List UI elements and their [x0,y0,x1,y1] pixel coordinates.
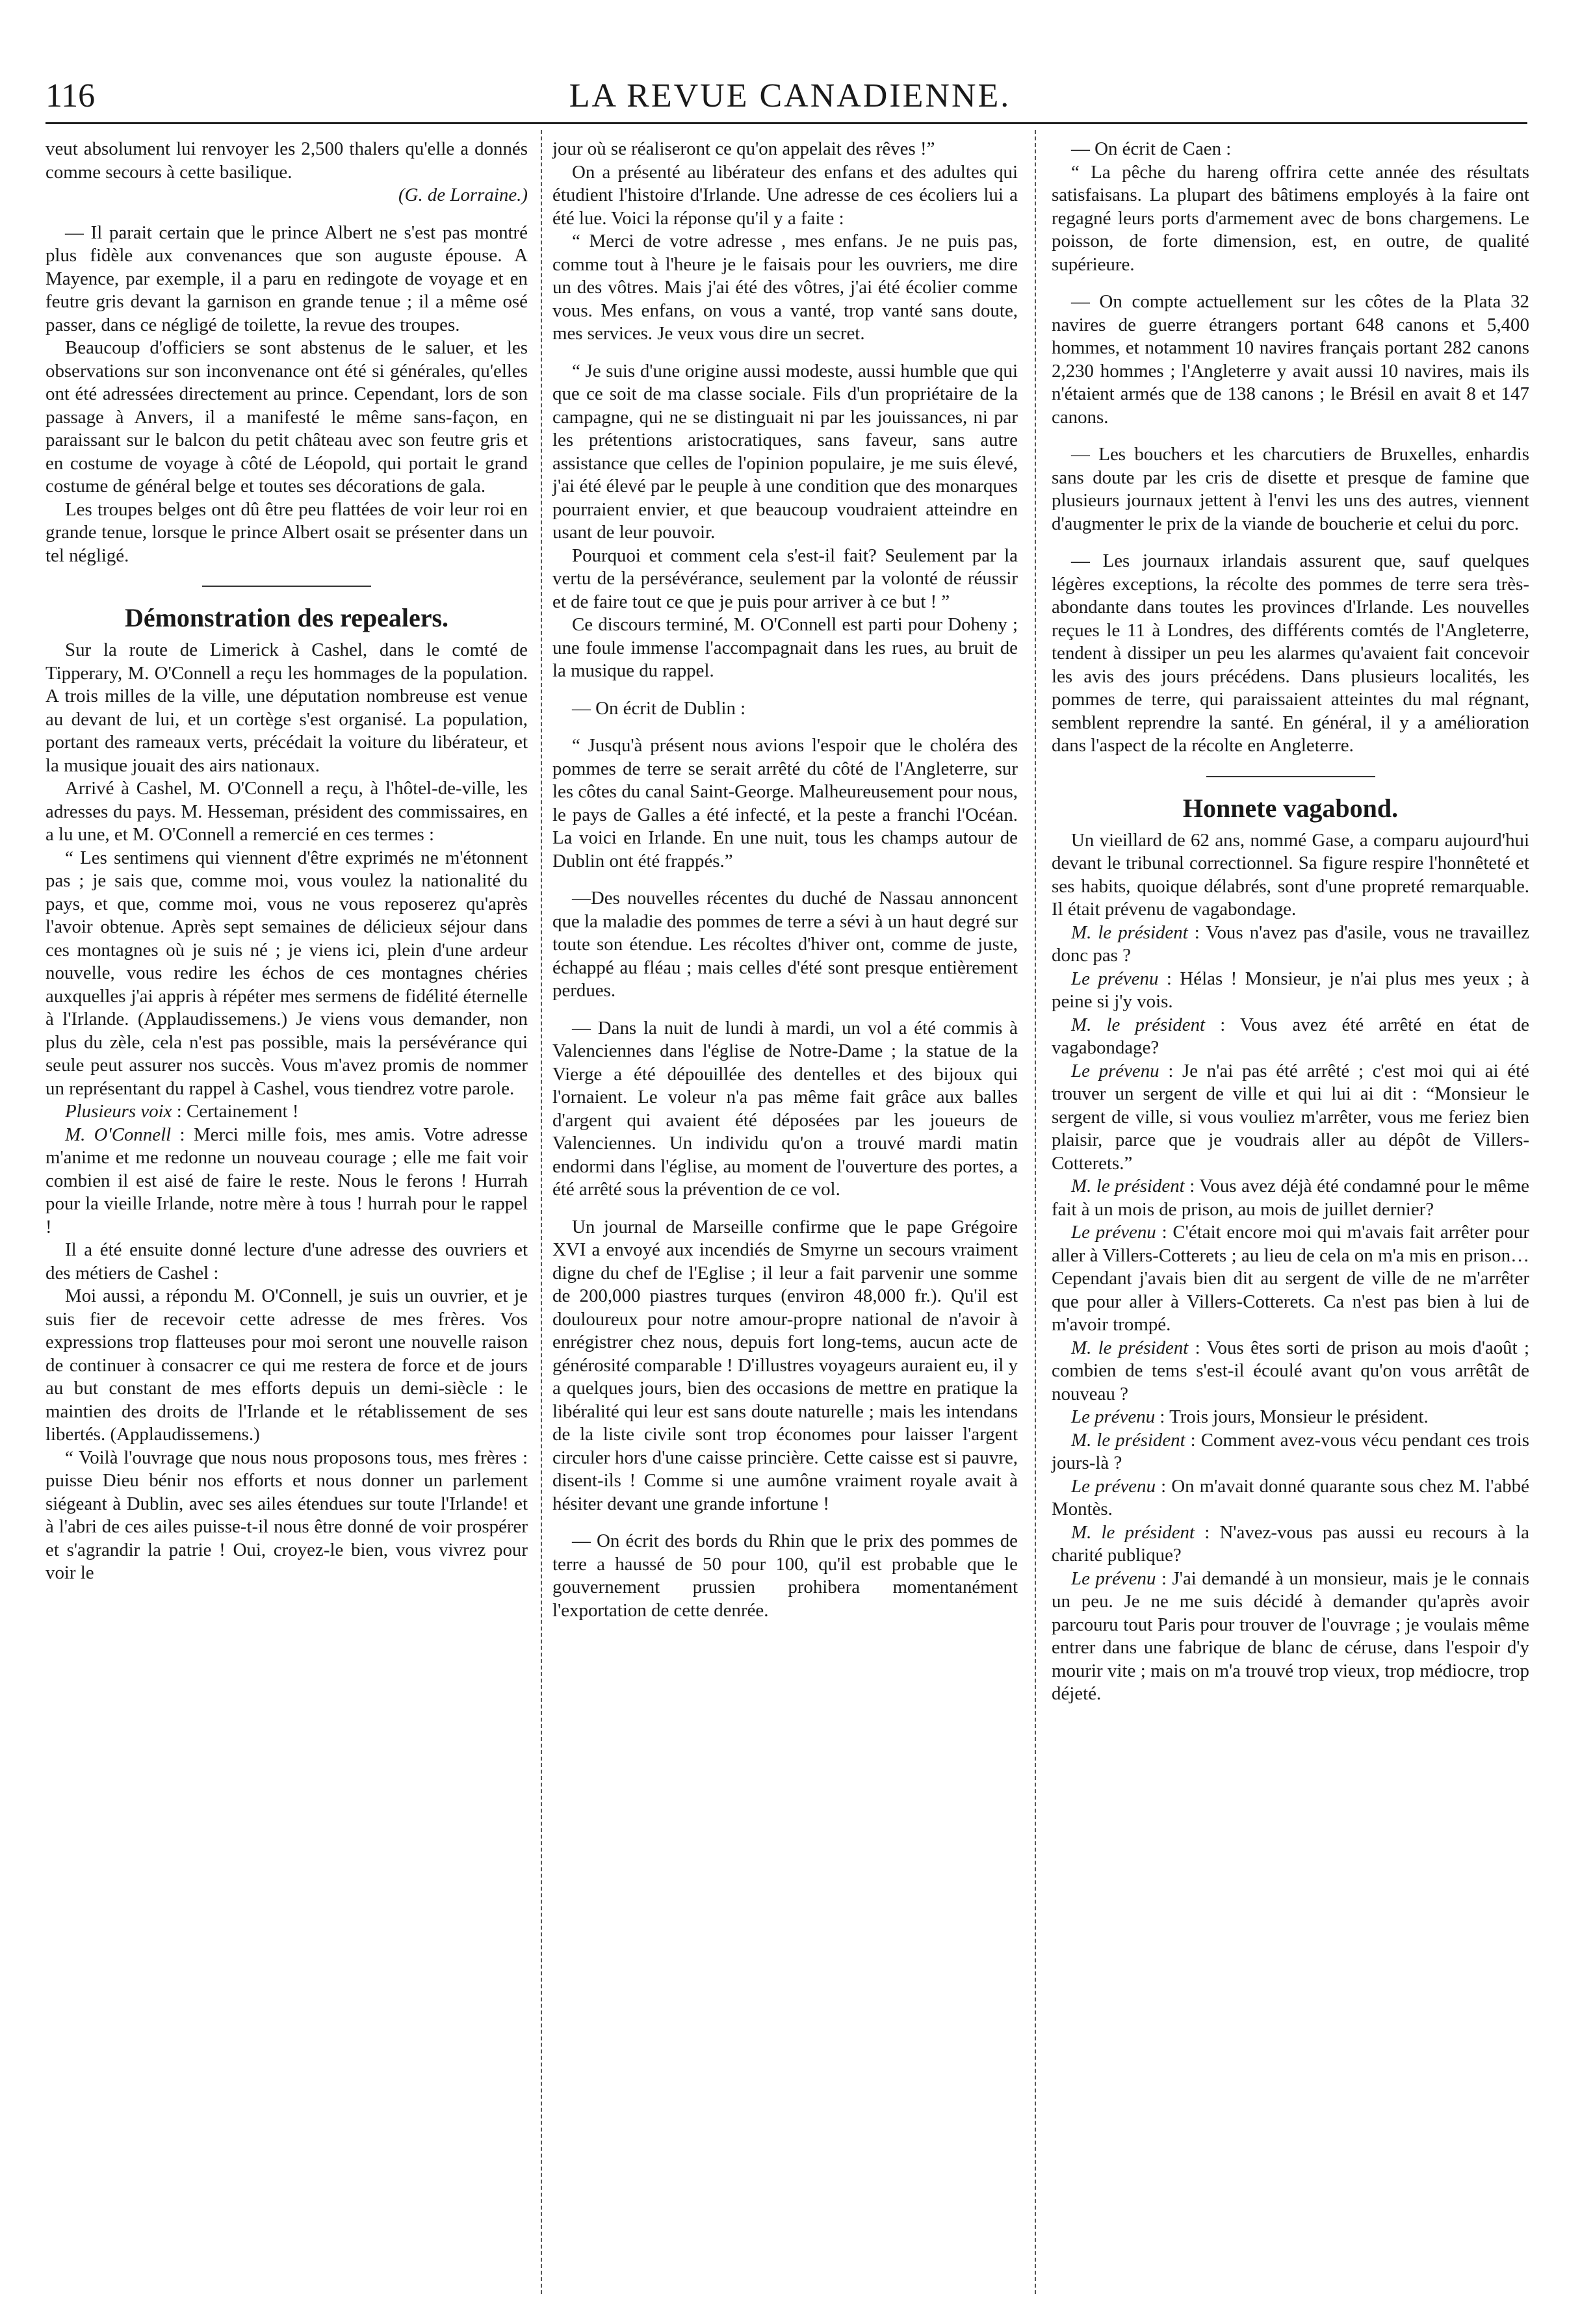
speaker: M. le président [1071,922,1188,943]
dialogue-line [1052,1060,1529,1176]
speaker: M. le président [1071,1176,1185,1196]
column-1 [45,138,528,1585]
paragraph: — On écrit de Caen : [1071,138,1232,159]
dialogue-line [1052,1406,1529,1429]
paragraph: Il a été ensuite donné lecture d'une adresse des ouvriers et des métiers de Cashel : [45,1239,528,1284]
paragraph: Arrivé à Cashel, M. O'Connell a reçu, à l'hôtel-de-ville, les adresses du pays. M. Hesseman, président des commissaires, en a lu une, et M. O'Connell a remercié en ces termes : [45,778,528,845]
column-2 [552,138,1018,1622]
paragraph: — On compte actuellement sur les côtes de la Plata 32 navires de guerre étrangers portant 648 canons et 5,400 hommes, et notamment 10 navires français portant 282 canons 2,230 hommes ; l'Angleterre y avait aussi 10 navires, mais ils n'étaient armés que de 138 canons ; le Brésil en avait 8 et 147 canons. [1052,291,1529,428]
dialogue-line [1052,1221,1529,1337]
dialogue-line [45,1100,528,1124]
speech: : Trois jours, Monsieur le président. [1155,1406,1429,1427]
speech: : Certainement ! [172,1101,299,1122]
paragraph: jour où se réaliseront ce qu'on appelait des rêves !” [552,138,935,159]
speaker: Le prévenu [1071,1568,1156,1589]
paragraph: Un journal de Marseille confirme que le pape Grégoire XVI a envoyé aux incendiés de Smyrne un secours vraiment digne du chef de l'Eglise ; il leur a fait parvenir une somme de 200,000 piastres turques (environ 48,000 fr.). Qu'il est douloureux pour notre amour-propre national de n'avoir à enrégistrer chez nous, depuis fort long-tems, aucun acte de générosité comparable ! D'illustres voyageurs auraient eu, il y a quelques jours, bien des occasions de mettre en pratique la libéralité qui leur est sans doute naturelle ; mais les intendans de la liste civile sont trop économes pour laisser l'argent circuler hors d'une caisse princière. Cette caisse est si pauvre, disent-ils ! Comme si une aumône vraiment royale avait à hésiter devant une grande infortune ! [552,1216,1018,1514]
paragraph: — Il parait certain que le prince Albert ne s'est pas montré plus fidèle aux convenances que son auguste épouse. A Mayence, par exemple, il a paru en redingote de voyage et en feutre gris devant la garnison en grande tenue ; il a même osé passer, dans ce négligé de toilette, la revue des troupes. [45,222,528,335]
speech: : Hélas ! Monsieur, je n'ai plus mes yeux ; à peine si j'y vois. [1052,968,1529,1012]
paragraph: Pourquoi et comment cela s'est-il fait? Seulement par la vertu de la persévérance, seulement par la volonté de réussir et de faire tout ce que je puis pour arriver à ce but ! ” [552,545,1018,612]
paragraph: —Des nouvelles récentes du duché de Nassau annoncent que la maladie des pommes de terre a sévi à un haut degré sur toute son étendue. Les récoltes d'hiver ont, comme de juste, échappé au fléau ; mais celles d'été sont presque entièrement perdues. [552,888,1018,1001]
dialogue-line [1052,1521,1529,1568]
page-number: 116 [45,77,96,114]
dialogue-line [1052,1175,1529,1221]
paragraph: — On écrit des bords du Rhin que le prix des pommes de terre a haussé de 50 pour 100, qu'il est probable que le gouvernement prussien prohibera momentanément l'exportation de cette denrée. [552,1530,1018,1621]
paragraph: “ Merci de votre adresse , mes enfans. Je ne puis pas, comme tout à l'heure je le faisais pour les ouvriers, me dire un des vôtres. Mais j'ai été des vôtres, j'ai été écolier comme vous. Mes enfans, on vous a vanté, trop vanté sans doute, mes services. Je veux vous dire un secret. [552,231,1018,344]
dialogue-line [45,1124,528,1239]
dialogue-line [1052,1337,1529,1406]
paragraph: Sur la route de Limerick à Cashel, dans le comté de Tipperary, M. O'Connell a reçu les hommages de la population. A trois milles de la ville, une députation nombreuse est venue au devant de lui, et un cortège s'est organisé. La population, portant des rameaux verts, précédait la voiture du libérateur, et la musique jouait des airs nationaux. [45,639,528,776]
paragraph: On a présenté au libérateur des enfans et des adultes qui étudient l'histoire d'Irlande. Une adresse de ces écoliers lui a été lue. Voici la réponse qu'il y a faite : [552,161,1018,229]
journal-title: LA REVUE CANADIENNE. [569,77,1011,114]
header-rule [45,122,1527,124]
speaker: Le prévenu [1071,1475,1156,1497]
source-attribution: (G. de Lorraine.) [398,185,528,205]
speech: : Vous n'avez pas d'asile, vous ne travaillez donc pas ? [1052,922,1529,966]
paragraph: — Dans la nuit de lundi à mardi, un vol a été commis à Valenciennes dans l'église de Notre-Dame ; la statue de la Vierge a été dépouillée des dentelles et des bijoux qui l'ornaient. Le voleur n'a pas même fait grâce aux balles d'argent qui avaient été déposées par les joueurs de Valenciennes. Un individu qu'on a trouvé mardi matin endormi dans l'église, au moment de l'ouverture des portes, a été arrêté sous la prévention de ce vol. [552,1017,1018,1200]
column-divider-right [1035,130,1036,2294]
paragraph: veut absolument lui renvoyer les 2,500 thalers qu'elle a donnés comme secours à cette basilique. [45,138,528,183]
speaker: M. le président [1071,1521,1195,1543]
dialogue-line [1052,922,1529,968]
speech: : Merci mille fois, mes amis. Votre adresse m'anime et me redonne un nouveau courage ; elle me fait voir combien il est aisé de faire le reste. Nous le ferons ! Hurrah pour la vieille Irlande, notre mère à tous ! hurrah pour le rappel ! [45,1124,528,1237]
paragraph: Les troupes belges ont dû être peu flattées de voir leur roi en grande tenue, lorsque le prince Albert osait se présenter dans un tel négligé. [45,498,528,566]
speech: : Comment avez-vous vécu pendant ces trois jours-là ? [1052,1429,1530,1473]
speaker: M. le président [1071,1014,1206,1035]
section-heading: Honnete vagabond. [1182,793,1399,823]
paragraph: “ Les sentimens qui viennent d'être exprimés ne m'étonnent pas ; je sais que, comme moi, vous voulez la nationalité du pays, et que, comme moi, vous ne vous reposerez qu'après l'avoir obtenue. Après sept semaines de délicieux séjour dans ces montagnes où je suis né ; je viens ici, plein d'une ardeur nouvelle, vous redire les échos de ces montagnes chéries auxquelles j'ai appris à répéter mes sermens de fidélité éternelle à l'Irlande. (Applaudissemens.) Je viens vous demander, non plus du zèle, cela n'est pas possible, mais la persévérance qui seule peut assurer nos succès. Vous m'avez promis de nommer un représentant du rappel à Cashel, vous tiendrez votre parole. [45,847,528,1099]
section-rule [1206,776,1375,777]
speech: : J'ai demandé à un monsieur, mais je le connais un peu. Je ne me suis décidé à demander qu'après avoir parcouru tout Paris pour trouver de l'ouvrage ; je voulais même entrer dans une fabrique de blanc de céruse, dans l'espoir d'y mourir vite ; mais on m'a trouvé trop vieux, trop médiocre, trop déjeté. [1052,1568,1529,1704]
dialogue-line [1052,1475,1529,1521]
column-divider-left [541,130,542,2294]
paragraph: “ Jusqu'à présent nous avions l'espoir que le choléra des pommes de terre se serait arrêté du côté de l'Angleterre, sur les côtes du canal Saint-George. Malheureusement pour nous, le pays de Galles a été infecté, et la peste a franchi l'Océan. La voici en Irlande. En une nuit, tous les champs autour de Dublin ont été frappés.” [552,735,1018,872]
speech: : Vous êtes sorti de prison au mois d'août ; combien de tems s'est-il écoulé avant qu'on vous arrêtât de nouveau ? [1052,1337,1529,1404]
dialogue-line [1052,1014,1529,1060]
speaker: Le prévenu [1071,1406,1156,1427]
speaker: Le prévenu [1071,1222,1156,1243]
paragraph: — On écrit de Dublin : [572,697,746,719]
speech: : Je n'ai pas été arrêté ; c'est moi qui ai été trouver un sergent de ville et qui lui ai dit : “Monsieur le sergent de ville, si vous vouliez m'arrêter, vous me feriez bien plaisir, parce que je voudrais aller au dépôt de Villers-Cotterets.” [1052,1060,1529,1174]
speech: : C'était encore moi qui m'avais fait arrêter pour aller à Villers-Cotterets ; au lieu de cela on m'a mis en prison…Cependant j'avais bien dit au sergent de ville de ne m'arrêter que pour aller à Villers-Cotterets. Ca n'est pas bien à lui de m'avoir trompé. [1052,1222,1529,1335]
speaker: Le prévenu [1071,968,1159,989]
speaker: M. le président [1071,1429,1185,1451]
speech: : Vous avez déjà été condamné pour le même fait à un mois de prison, au mois de juillet dernier? [1052,1176,1529,1220]
paragraph: Beaucoup d'officiers se sont abstenus de le saluer, et les observations sur son inconvenance ont été si générales, qu'elles ont été adressées directement au prince. Cependant, lors de son passage à Anvers, il a manifesté le même sans-façon, en paraissant sur le balcon du petit château avec son feutre gris et en costume de voyage à côté de Léopold, qui portait le grand costume de général belge et toutes ses décorations de gala. [45,337,528,497]
speech: : On m'avait donné quarante sous chez M. l'abbé Montès. [1052,1475,1529,1519]
speech: : N'avez-vous pas aussi eu recours à la charité publique? [1052,1521,1530,1566]
paragraph: Moi aussi, a répondu M. O'Connell, je suis un ouvrier, et je suis fier de recevoir cette adresse de mes frères. Vos expressions trop flatteuses pour moi seront une nouvelle raison de continuer à consacrer ce qui me restera de force et de jours au but constant de mes efforts depuis un demi-siècle : le maintien des droits de l'Irlande et le rétablissement de ses libertés. (Applaudissemens.) [45,1285,528,1445]
speaker: Le prévenu [1071,1060,1159,1081]
paragraph: “ Voilà l'ouvrage que nous nous proposons tous, mes frères : puisse Dieu bénir nos efforts et nous donner un parlement siégeant à Dublin, avec ses ailes étendues sur toute l'Irlande! et à l'abri de ces ailes puisse-t-il nous être donné de voir prospérer et s'agrandir la patrie ! Oui, croyez-le bien, vous vivrez pour voir le [45,1447,528,1583]
paragraph: “ Je suis d'une origine aussi modeste, aussi humble que qui que ce soit de ma classe sociale. Fils d'un propriétaire de la campagne, qui ne se distinguait ni par les jouissances, ni par les prétentions aristocratiques, sans faveur, sans autre assistance que celles de l'opinion populaire, je me suis élevé, j'ai été élevé par le peuple à une condition que des monarques pourraient envier, et que beaucoup voudraient atteindre en usant de leur pouvoir. [552,360,1018,543]
dialogue-line [1052,1568,1529,1706]
paragraph: Ce discours terminé, M. O'Connell est parti pour Doheny ; une foule immense l'accompagnait dans les rues, au bruit de la musique du rappel. [552,614,1018,681]
paragraph: — Les bouchers et les charcutiers de Bruxelles, enhardis sans doute par les cris de disette et presque de famine que plusieurs journaux jettent à l'envi les uns des autres, viennent d'augmenter le prix de la viande de boucherie et celui du porc. [1052,444,1529,534]
speech: : Vous avez été arrêté en état de vagabondage? [1052,1014,1529,1058]
speaker: Plusieurs voix [65,1101,172,1122]
column-3 [1052,138,1529,1706]
dialogue-line [1052,968,1529,1014]
paragraph: “ La pêche du hareng offrira cette année des résultats satisfaisans. La plupart des bâtimens employés à la faire ont regagné leurs ports d'armement avec de bons chargemens. Le poisson, de forte dimension, est, en outre, de qualité supérieure. [1052,161,1529,275]
paragraph: — Les journaux irlandais assurent que, sauf quelques légères exceptions, la récolte des pommes de terre sera très-abondante dans toutes les provinces d'Irlande. Les nouvelles reçues le 11 à Londres, des différents comtés de l'Angleterre, tendent à dissiper un peu les alarmes qu'avaient fait concevoir les avis des jours précédens. Dans plusieurs localités, les pommes de terre, qui paraissaient atteintes du mal régnant, semblent reprendre la santé. En général, il y a amélioration dans l'aspect de la récolte en Angleterre. [1052,550,1529,756]
speaker: M. le président [1071,1337,1189,1358]
dialogue-line [1052,1429,1529,1475]
section-rule [202,586,371,587]
section-heading: Démonstration des repealers. [124,603,449,632]
speaker: M. O'Connell [65,1124,172,1145]
paragraph: Un vieillard de 62 ans, nommé Gase, a comparu aujourd'hui devant le tribunal correctionnel. Sa figure respire l'honnêteté et ses habits, quoique délabrés, sont d'une propreté remarquable. Il était prévenu de vagabondage. [1052,829,1529,920]
